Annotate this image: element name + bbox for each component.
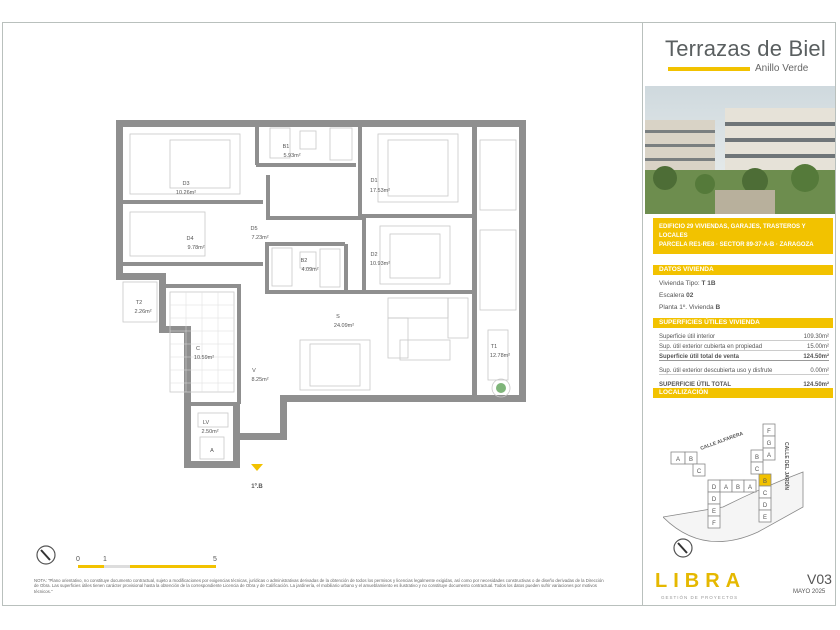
- map-block-10: E: [762, 515, 768, 521]
- map-block-8: C: [762, 491, 768, 497]
- room-s-code: S: [336, 314, 340, 320]
- datos-tipo: Vivienda Tipo: T 1B: [659, 280, 716, 287]
- scale-label-1: 1: [103, 556, 107, 563]
- room-d1-area: 17.53m²: [369, 188, 391, 194]
- room-d2-area: 10.93m²: [369, 261, 391, 267]
- street-label-alfarera: CALLE ALFARERA: [699, 430, 745, 452]
- surface-row-total: SUPERFICIE ÚTIL TOTAL 124.50m²: [659, 382, 829, 388]
- version-code: V03: [807, 571, 832, 587]
- map-north-icon: [674, 539, 692, 557]
- room-t2-area: 2.26m²: [134, 309, 152, 315]
- map-block-16: D: [711, 497, 717, 503]
- room-t1-code: T1: [490, 344, 498, 350]
- plant-icon: [496, 383, 506, 393]
- map-block-2: C: [696, 469, 702, 475]
- map-block-5: B: [735, 485, 741, 491]
- project-subtitle: Anillo Verde: [755, 63, 809, 74]
- entrance-marker: [251, 464, 263, 490]
- location-map: [663, 412, 833, 562]
- room-c-area: 10.59m²: [193, 355, 215, 361]
- libra-logo: LIBRA: [655, 570, 747, 592]
- surface-row-sale-total: Superficie útil total de venta 124.50m²: [659, 354, 829, 360]
- map-block-11: F: [767, 429, 771, 435]
- scale-label-5: 5: [213, 556, 217, 563]
- map-block-12: G: [766, 441, 772, 447]
- room-lv-code: LV: [202, 420, 210, 426]
- surface-row-exterior-covered: Sup. útil exterior cubierta en propiedad 15.00m²: [659, 344, 829, 350]
- room-s-area: 24.09m²: [333, 323, 355, 329]
- datos-escalera: Escalera 02: [659, 292, 694, 299]
- building-rendering-image: [645, 86, 835, 214]
- libra-logo-sub: GESTIÓN DE PROYECTOS: [661, 595, 739, 600]
- project-info-box: EDIFICIO 29 VIVIENDAS, GARAJES, TRASTEROS Y LOCALES PARCELA RE1-RE8 · SECTOR 89-37-A-B · ZARAGOZA: [653, 218, 833, 254]
- room-b2-area: 4.09m²: [301, 267, 319, 273]
- scale-bar: [37, 546, 217, 568]
- entrance-label: 1º.B: [251, 484, 263, 490]
- room-v-code: V: [252, 368, 256, 374]
- kitchen-grid: [170, 292, 234, 392]
- title-accent-bar: [668, 67, 750, 71]
- street-label-jardin: CALLE DEL JARDÍN: [783, 442, 789, 490]
- north-arrow-icon: [37, 546, 55, 564]
- room-d4-area: 9.78m²: [187, 245, 205, 251]
- room-d3-area: 10.26m²: [175, 190, 197, 196]
- map-block-13: A: [766, 453, 772, 459]
- room-d5-code: D5: [250, 226, 258, 232]
- room-d1-code: D1: [370, 178, 378, 184]
- room-t2-code: T2: [135, 300, 143, 306]
- map-block-6: A: [747, 485, 753, 491]
- surfaces-heading: SUPERFICIES ÚTILES VIVIENDA: [653, 318, 833, 328]
- room-d3-code: D3: [182, 181, 190, 187]
- surface-row-exterior-open: Sup. útil exterior descubierta uso y disfrute 0.00m²: [659, 368, 829, 374]
- disclaimer-note: NOTA: "Plano orientativo, no constituye documento contractual, sujeto a modificaciones por exigencias técnicas, jurídicas o administrativas derivadas de la obtención de todos los permisos y licencias legalmente exigidas, así como por necesidades constructivas o de diseño derivadas de la Dirección de Obra. Las superficies útiles tienen carácter provisional hasta la obtención de la correspondiente Licencia de Obra y de Calificación. La jardinería, el mobiliario urbano y el amueblamiento es ilustrativo y no constituye documento contractual. Todos los datos pueden sufrir variaciones por motivos técnicos.": [34, 578, 604, 594]
- room-d2-code: D2: [370, 252, 378, 258]
- map-block-9: D: [762, 503, 768, 509]
- room-t1-area: 12.78m²: [489, 353, 511, 359]
- map-block-0: A: [675, 457, 681, 463]
- room-b1-area: 5.93m²: [283, 153, 301, 159]
- room-d5-area: 7.23m²: [251, 235, 269, 241]
- map-block-18: F: [712, 521, 716, 527]
- datos-heading: DATOS VIVIENDA: [653, 265, 833, 275]
- surface-row-interior: Superficie útil interior 109.30m²: [659, 334, 829, 340]
- room-b1-code: B1: [282, 144, 290, 150]
- map-block-14: B: [754, 455, 760, 461]
- laundry-letter: A: [210, 448, 214, 454]
- room-lv-area: 2.50m²: [201, 429, 219, 435]
- map-block-3: D: [711, 485, 717, 491]
- version-date: MAYO 2025: [793, 589, 826, 595]
- map-block-15: C: [754, 467, 760, 473]
- project-title: Terrazas de Biel: [665, 36, 826, 61]
- room-b2-code: B2: [300, 258, 308, 264]
- map-block-1: B: [688, 457, 694, 463]
- room-d4-code: D4: [186, 236, 194, 242]
- datos-planta: Planta 1º. Vivienda B: [659, 304, 721, 311]
- room-c-code: C: [196, 346, 200, 352]
- map-block-7: B: [762, 479, 768, 485]
- location-heading: LOCALIZACIÓN: [653, 388, 833, 398]
- map-block-4: A: [723, 485, 729, 491]
- map-block-17: E: [711, 509, 717, 515]
- info-sidebar: [643, 22, 836, 606]
- plan-walls: [116, 120, 526, 468]
- room-v-area: 8.25m²: [251, 377, 269, 383]
- scale-label-0: 0: [76, 556, 80, 563]
